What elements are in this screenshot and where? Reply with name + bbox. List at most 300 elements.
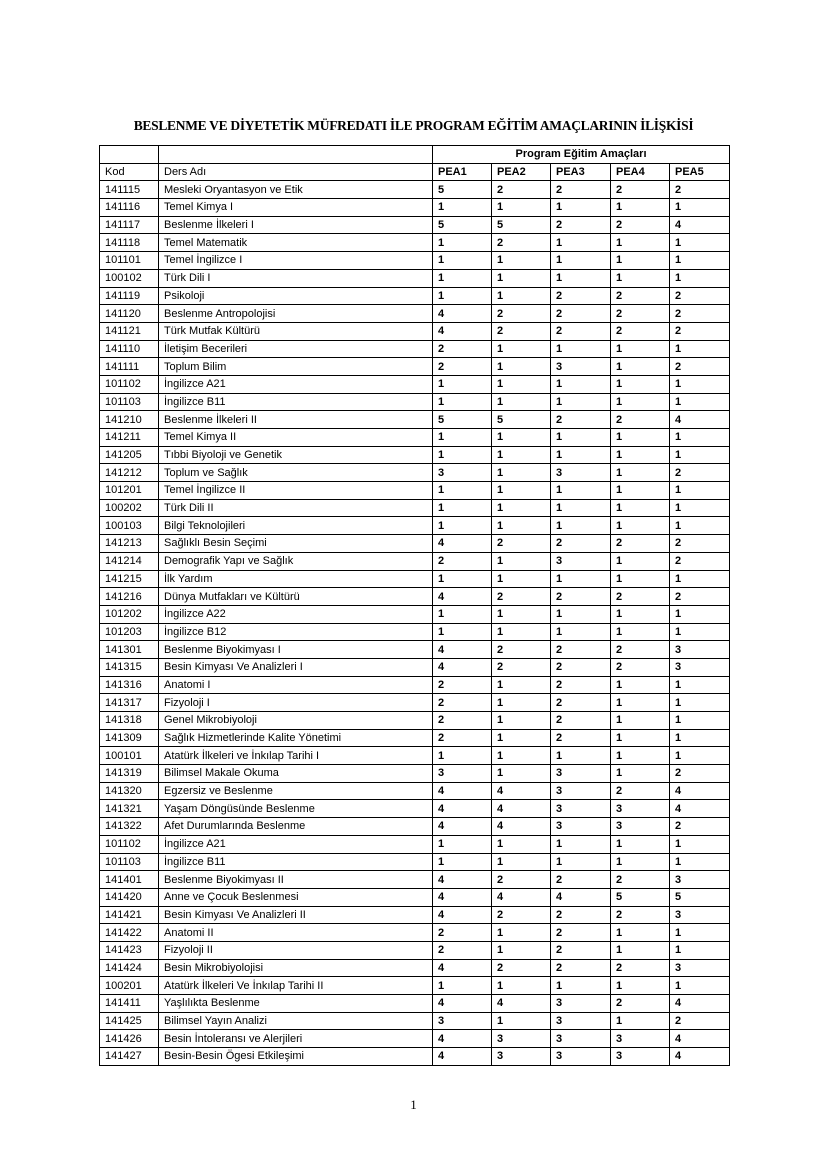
course-code: 141420 — [100, 888, 159, 906]
pea-score: 1 — [492, 464, 551, 482]
pea-score: 4 — [551, 888, 611, 906]
pea-score: 2 — [492, 181, 551, 199]
course-name: Temel Kimya II — [159, 429, 433, 447]
table-row — [100, 305, 730, 323]
pea-score: 4 — [670, 1030, 730, 1048]
pea-score: 3 — [551, 818, 611, 836]
group-header-empty — [100, 146, 159, 164]
pea-score: 1 — [492, 853, 551, 871]
table-body — [100, 181, 730, 1065]
pea-score: 1 — [433, 446, 492, 464]
pea-score: 1 — [492, 269, 551, 287]
pea-score: 2 — [551, 216, 611, 234]
course-name: Besin Mikrobiyolojisi — [159, 959, 433, 977]
pea-score: 1 — [670, 499, 730, 517]
pea-score: 2 — [492, 658, 551, 676]
pea-score: 1 — [611, 482, 670, 500]
pea-score: 1 — [551, 393, 611, 411]
pea-score: 2 — [433, 358, 492, 376]
pea-score: 5 — [433, 216, 492, 234]
pea-score: 4 — [433, 782, 492, 800]
pea-score: 1 — [551, 517, 611, 535]
pea-score: 1 — [611, 552, 670, 570]
pea-score: 1 — [492, 977, 551, 995]
pea-score: 3 — [670, 959, 730, 977]
pea-score: 2 — [551, 712, 611, 730]
table-row — [100, 782, 730, 800]
table-row — [100, 977, 730, 995]
pea-score: 4 — [492, 782, 551, 800]
pea-score: 2 — [611, 287, 670, 305]
table-row — [100, 499, 730, 517]
course-code: 141411 — [100, 995, 159, 1013]
course-name: Atatürk İlkeleri ve İnkılap Tarihi I — [159, 747, 433, 765]
table-row — [100, 888, 730, 906]
column-header: Kod — [100, 163, 159, 181]
pea-score: 1 — [433, 499, 492, 517]
course-code: 141216 — [100, 588, 159, 606]
column-header: PEA2 — [492, 163, 551, 181]
pea-score: 4 — [670, 800, 730, 818]
pea-score: 2 — [670, 535, 730, 553]
pea-score: 2 — [492, 641, 551, 659]
pea-score: 1 — [670, 712, 730, 730]
course-name: Mesleki Oryantasyon ve Etik — [159, 181, 433, 199]
table-row — [100, 269, 730, 287]
table-row — [100, 535, 730, 553]
pea-score: 4 — [492, 818, 551, 836]
pea-score: 1 — [551, 375, 611, 393]
table-row — [100, 464, 730, 482]
table-row — [100, 871, 730, 889]
pea-score: 1 — [551, 623, 611, 641]
pea-score: 4 — [670, 782, 730, 800]
pea-score: 2 — [551, 588, 611, 606]
pea-score: 1 — [433, 517, 492, 535]
pea-score: 2 — [611, 305, 670, 323]
pea-score: 2 — [611, 658, 670, 676]
pea-score: 3 — [670, 871, 730, 889]
course-name: Fizyoloji II — [159, 941, 433, 959]
course-name: Yaşam Döngüsünde Beslenme — [159, 800, 433, 818]
pea-score: 4 — [433, 959, 492, 977]
table-row — [100, 588, 730, 606]
course-code: 141121 — [100, 322, 159, 340]
course-name: Yaşlılıkta Beslenme — [159, 995, 433, 1013]
pea-score: 2 — [492, 906, 551, 924]
pea-score: 1 — [670, 676, 730, 694]
pea-score: 2 — [611, 535, 670, 553]
pea-score: 1 — [433, 623, 492, 641]
course-name: Sağlık Hizmetlerinde Kalite Yönetimi — [159, 729, 433, 747]
pea-score: 1 — [551, 977, 611, 995]
pea-score: 3 — [551, 800, 611, 818]
pea-score: 1 — [492, 835, 551, 853]
pea-score: 2 — [670, 765, 730, 783]
course-code: 101202 — [100, 605, 159, 623]
pea-score: 3 — [551, 358, 611, 376]
pea-score: 1 — [611, 499, 670, 517]
course-code: 141317 — [100, 694, 159, 712]
pea-score: 1 — [611, 977, 670, 995]
pea-score: 2 — [611, 871, 670, 889]
pea-score: 4 — [433, 871, 492, 889]
pea-score: 5 — [433, 181, 492, 199]
pea-score: 5 — [492, 411, 551, 429]
column-header: PEA4 — [611, 163, 670, 181]
pea-score: 4 — [433, 535, 492, 553]
pea-score: 1 — [433, 977, 492, 995]
pea-score: 4 — [433, 800, 492, 818]
pea-score: 2 — [433, 712, 492, 730]
pea-score: 1 — [551, 853, 611, 871]
course-name: Besin Kimyası Ve Analizleri I — [159, 658, 433, 676]
pea-score: 3 — [551, 765, 611, 783]
table-row — [100, 570, 730, 588]
course-code: 141211 — [100, 429, 159, 447]
pea-score: 2 — [670, 552, 730, 570]
pea-score: 1 — [433, 393, 492, 411]
table-row — [100, 393, 730, 411]
page-title: BESLENME VE DİYETETİK MÜFREDATI İLE PROGRAM EĞİTİM AMAÇLARININ İLİŞKİSİ — [133, 118, 694, 133]
pea-score: 2 — [551, 535, 611, 553]
pea-score: 4 — [670, 995, 730, 1013]
table-row — [100, 287, 730, 305]
course-code: 101201 — [100, 482, 159, 500]
pea-score: 1 — [670, 252, 730, 270]
pea-score: 1 — [670, 570, 730, 588]
pea-score: 1 — [433, 747, 492, 765]
pea-score: 5 — [670, 888, 730, 906]
pea-score: 1 — [492, 358, 551, 376]
pea-score: 3 — [492, 1048, 551, 1066]
course-name: Afet Durumlarında Beslenme — [159, 818, 433, 836]
pea-score: 1 — [551, 835, 611, 853]
pea-score: 4 — [433, 1048, 492, 1066]
pea-score: 1 — [611, 234, 670, 252]
pea-score: 1 — [433, 835, 492, 853]
column-header: PEA3 — [551, 163, 611, 181]
course-code: 141319 — [100, 765, 159, 783]
pea-score: 2 — [670, 181, 730, 199]
course-code: 141421 — [100, 906, 159, 924]
course-code: 141115 — [100, 181, 159, 199]
course-code: 141425 — [100, 1012, 159, 1030]
course-name: Egzersiz ve Beslenme — [159, 782, 433, 800]
course-code: 100102 — [100, 269, 159, 287]
pea-score: 2 — [433, 676, 492, 694]
course-code: 141401 — [100, 871, 159, 889]
course-code: 141316 — [100, 676, 159, 694]
pea-score: 3 — [433, 765, 492, 783]
pea-score: 2 — [611, 959, 670, 977]
pea-score: 2 — [551, 287, 611, 305]
course-code: 141424 — [100, 959, 159, 977]
course-code: 141318 — [100, 712, 159, 730]
pea-score: 3 — [670, 641, 730, 659]
table-row — [100, 216, 730, 234]
pea-score: 1 — [492, 393, 551, 411]
table-row — [100, 729, 730, 747]
pea-score: 1 — [551, 340, 611, 358]
course-name: Toplum Bilim — [159, 358, 433, 376]
table-row — [100, 694, 730, 712]
table-row — [100, 924, 730, 942]
table-row — [100, 234, 730, 252]
course-code: 141210 — [100, 411, 159, 429]
pea-score: 3 — [433, 1012, 492, 1030]
pea-score: 4 — [433, 305, 492, 323]
pea-score: 5 — [611, 888, 670, 906]
pea-score: 3 — [551, 552, 611, 570]
pea-score: 2 — [670, 464, 730, 482]
pea-score: 3 — [670, 658, 730, 676]
pea-score: 2 — [551, 641, 611, 659]
course-name: Toplum ve Sağlık — [159, 464, 433, 482]
course-name: Besin Kimyası Ve Analizleri II — [159, 906, 433, 924]
pea-score: 1 — [433, 234, 492, 252]
pea-score: 4 — [433, 818, 492, 836]
course-code: 141118 — [100, 234, 159, 252]
pea-score: 1 — [433, 429, 492, 447]
pea-score: 2 — [551, 305, 611, 323]
table-row — [100, 747, 730, 765]
pea-score: 4 — [492, 995, 551, 1013]
pea-score: 1 — [492, 199, 551, 217]
pea-score: 1 — [492, 941, 551, 959]
course-code: 101102 — [100, 375, 159, 393]
course-name: İlk Yardım — [159, 570, 433, 588]
pea-score: 2 — [551, 924, 611, 942]
table-row — [100, 322, 730, 340]
course-name: Tıbbi Biyoloji ve Genetik — [159, 446, 433, 464]
pea-score: 2 — [670, 358, 730, 376]
table-row — [100, 818, 730, 836]
pea-score: 1 — [611, 853, 670, 871]
course-code: 141116 — [100, 199, 159, 217]
course-code: 141309 — [100, 729, 159, 747]
pea-score: 2 — [551, 411, 611, 429]
pea-score: 1 — [492, 570, 551, 588]
pea-score: 1 — [670, 446, 730, 464]
pea-score: 2 — [611, 322, 670, 340]
pea-score: 4 — [670, 1048, 730, 1066]
pea-score: 2 — [670, 588, 730, 606]
pea-score: 2 — [492, 305, 551, 323]
pea-score: 3 — [551, 1030, 611, 1048]
pea-score: 1 — [670, 375, 730, 393]
pea-score: 1 — [611, 676, 670, 694]
pea-score: 1 — [670, 977, 730, 995]
course-name: İngilizce A21 — [159, 375, 433, 393]
pea-score: 2 — [433, 552, 492, 570]
pea-score: 2 — [551, 694, 611, 712]
pea-score: 2 — [492, 535, 551, 553]
pea-score: 1 — [551, 429, 611, 447]
course-name: Beslenme Biyokimyası II — [159, 871, 433, 889]
table-row — [100, 959, 730, 977]
table-row — [100, 429, 730, 447]
pea-score: 1 — [492, 605, 551, 623]
pea-score: 1 — [433, 853, 492, 871]
course-code: 101203 — [100, 623, 159, 641]
pea-score: 1 — [551, 747, 611, 765]
pea-score: 1 — [611, 729, 670, 747]
pea-score: 1 — [492, 499, 551, 517]
course-code: 141213 — [100, 535, 159, 553]
pea-score: 5 — [492, 216, 551, 234]
pea-score: 1 — [551, 499, 611, 517]
table-row — [100, 1048, 730, 1066]
pea-score: 2 — [551, 658, 611, 676]
pea-score: 1 — [551, 482, 611, 500]
group-header-row — [100, 146, 730, 164]
course-name: İngilizce A22 — [159, 605, 433, 623]
table-row — [100, 676, 730, 694]
pea-score: 1 — [670, 605, 730, 623]
course-code: 141110 — [100, 340, 159, 358]
pea-score: 4 — [670, 216, 730, 234]
pea-score: 1 — [670, 199, 730, 217]
course-name: Demografik Yapı ve Sağlık — [159, 552, 433, 570]
table-row — [100, 1012, 730, 1030]
pea-score: 1 — [611, 358, 670, 376]
pea-score: 1 — [492, 517, 551, 535]
pea-score: 1 — [611, 1012, 670, 1030]
pea-score: 1 — [551, 605, 611, 623]
table-row — [100, 340, 730, 358]
pea-score: 1 — [433, 570, 492, 588]
table-row — [100, 411, 730, 429]
pea-score: 1 — [670, 729, 730, 747]
pea-score: 1 — [611, 429, 670, 447]
pea-score: 2 — [611, 588, 670, 606]
group-header: Program Eğitim Amaçları — [433, 146, 730, 164]
table-row — [100, 641, 730, 659]
pea-score: 2 — [551, 941, 611, 959]
pea-score: 3 — [551, 464, 611, 482]
pea-score: 3 — [551, 995, 611, 1013]
table-row — [100, 800, 730, 818]
course-name: Anatomi II — [159, 924, 433, 942]
pea-score: 2 — [492, 234, 551, 252]
table-row — [100, 658, 730, 676]
pea-score: 2 — [611, 411, 670, 429]
pea-score: 1 — [670, 429, 730, 447]
pea-score: 1 — [611, 199, 670, 217]
pea-score: 1 — [611, 517, 670, 535]
table-row — [100, 181, 730, 199]
course-name: Türk Dili II — [159, 499, 433, 517]
table-row — [100, 517, 730, 535]
pea-score: 1 — [670, 853, 730, 871]
pea-score: 2 — [551, 959, 611, 977]
pea-score: 2 — [670, 287, 730, 305]
pea-score: 1 — [611, 765, 670, 783]
table-row — [100, 199, 730, 217]
pea-score: 1 — [551, 252, 611, 270]
pea-score: 2 — [492, 871, 551, 889]
pea-score: 1 — [492, 375, 551, 393]
pea-score: 3 — [670, 906, 730, 924]
pea-score: 1 — [670, 694, 730, 712]
course-name: Temel İngilizce II — [159, 482, 433, 500]
page-number: 1 — [410, 1097, 417, 1112]
pea-score: 1 — [670, 747, 730, 765]
pea-score: 1 — [670, 393, 730, 411]
course-code: 101102 — [100, 835, 159, 853]
course-code: 141212 — [100, 464, 159, 482]
pea-score: 2 — [492, 322, 551, 340]
pea-score: 1 — [492, 676, 551, 694]
pea-score: 1 — [611, 570, 670, 588]
pea-score: 1 — [670, 835, 730, 853]
course-name: Dünya Mutfakları ve Kültürü — [159, 588, 433, 606]
course-code: 141423 — [100, 941, 159, 959]
course-name: Beslenme Biyokimyası I — [159, 641, 433, 659]
course-code: 100201 — [100, 977, 159, 995]
pea-score: 1 — [611, 712, 670, 730]
course-code: 141322 — [100, 818, 159, 836]
table-row — [100, 765, 730, 783]
course-code: 141320 — [100, 782, 159, 800]
table-row — [100, 906, 730, 924]
pea-score: 1 — [492, 482, 551, 500]
pea-score: 2 — [433, 924, 492, 942]
pea-score: 4 — [433, 995, 492, 1013]
course-code: 100103 — [100, 517, 159, 535]
pea-score: 1 — [670, 517, 730, 535]
course-name: Besin-Besin Ögesi Etkileşimi — [159, 1048, 433, 1066]
course-name: Besin İntoleransı ve Alerjileri — [159, 1030, 433, 1048]
course-name: Beslenme Antropolojisi — [159, 305, 433, 323]
pea-score: 1 — [611, 464, 670, 482]
pea-score: 1 — [492, 712, 551, 730]
pea-score: 3 — [611, 818, 670, 836]
pea-score: 1 — [551, 199, 611, 217]
course-code: 101103 — [100, 393, 159, 411]
table-row — [100, 941, 730, 959]
pea-score: 3 — [433, 464, 492, 482]
pea-score: 1 — [670, 340, 730, 358]
pea-score: 2 — [670, 322, 730, 340]
pea-score: 1 — [611, 941, 670, 959]
pea-score: 1 — [611, 393, 670, 411]
course-code: 141117 — [100, 216, 159, 234]
pea-score: 2 — [611, 216, 670, 234]
course-code: 100202 — [100, 499, 159, 517]
course-code: 101103 — [100, 853, 159, 871]
pea-score: 1 — [611, 605, 670, 623]
pea-score: 2 — [611, 181, 670, 199]
pea-score: 2 — [433, 694, 492, 712]
pea-score: 4 — [670, 411, 730, 429]
table-row — [100, 252, 730, 270]
pea-score: 1 — [492, 1012, 551, 1030]
table-row — [100, 835, 730, 853]
course-code: 141422 — [100, 924, 159, 942]
pea-score: 1 — [551, 234, 611, 252]
course-code: 141301 — [100, 641, 159, 659]
course-name: Beslenme İlkeleri I — [159, 216, 433, 234]
pea-score: 1 — [492, 429, 551, 447]
pea-score: 1 — [433, 482, 492, 500]
table-row — [100, 712, 730, 730]
pea-score: 1 — [492, 340, 551, 358]
pea-score: 1 — [492, 252, 551, 270]
table-row — [100, 358, 730, 376]
course-code: 141120 — [100, 305, 159, 323]
